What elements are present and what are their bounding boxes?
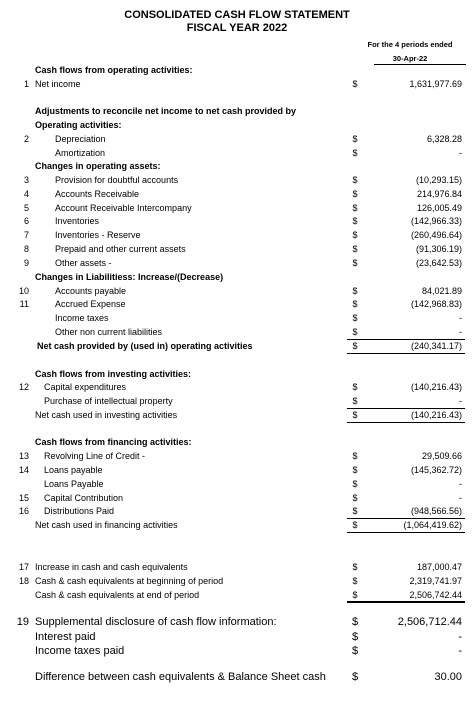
line-label: Cash flows from operating activities: xyxy=(35,65,193,75)
currency-symbol: $ xyxy=(352,189,358,199)
currency-symbol: $ xyxy=(352,286,358,296)
line-label: Net income xyxy=(35,79,81,89)
currency-symbol: $ xyxy=(352,313,358,323)
line-value: - xyxy=(458,645,462,657)
line-value: (948,566.56) xyxy=(410,506,462,516)
line-item-row xyxy=(0,645,474,660)
line-label: Accounts payable xyxy=(55,286,127,296)
line-label: Cash & cash equivalents at end of period xyxy=(35,590,200,600)
currency-symbol: $ xyxy=(352,451,358,461)
line-number: 6 xyxy=(23,216,29,226)
currency-symbol: $ xyxy=(352,590,358,600)
line-label: Accrued Expense xyxy=(55,299,126,309)
period-date: 30-Apr-22 xyxy=(392,54,428,63)
line-label: Increase in cash and cash equivalents xyxy=(35,562,188,572)
line-item-row xyxy=(0,616,474,631)
line-value: (23,642.53) xyxy=(415,258,462,268)
line-item-row xyxy=(0,203,474,216)
line-value: - xyxy=(458,631,462,643)
line-value: (145,362.72) xyxy=(410,465,462,475)
line-label: Net cash used in investing activities xyxy=(35,410,178,420)
currency-symbol: $ xyxy=(352,493,358,503)
line-label: Distributions Paid xyxy=(44,506,115,516)
line-number: 1 xyxy=(23,79,29,89)
line-value: - xyxy=(459,396,462,406)
line-item-row xyxy=(0,631,474,646)
line-label: Changes in operating assets: xyxy=(35,161,161,171)
total-rule-line xyxy=(347,602,465,603)
line-value: (140,216.43) xyxy=(410,410,462,420)
line-label: Provision for doubtful accounts xyxy=(55,175,179,185)
line-label: Cash & cash equivalents at beginning of period xyxy=(35,576,224,586)
line-label: Prepaid and other current assets xyxy=(55,244,186,254)
line-item-row xyxy=(0,148,474,161)
line-item-row xyxy=(0,299,474,312)
currency-symbol: $ xyxy=(352,175,358,185)
currency-symbol: $ xyxy=(352,148,358,158)
statement-subtitle: FISCAL YEAR 2022 xyxy=(186,22,288,34)
line-label: Net cash used in financing activities xyxy=(35,520,178,530)
line-label: Interest paid xyxy=(35,631,96,643)
currency-symbol: $ xyxy=(352,576,358,586)
line-value: 187,000.47 xyxy=(416,562,462,572)
line-number: 10 xyxy=(18,286,29,296)
total-rule-line xyxy=(347,532,465,533)
line-value: (91,306.19) xyxy=(415,244,462,254)
currency-symbol: $ xyxy=(352,465,358,475)
line-label: Loans payable xyxy=(44,465,103,475)
line-item-row xyxy=(0,134,474,147)
line-item-row xyxy=(0,382,474,395)
line-item-row xyxy=(0,175,474,188)
line-label: Capital expenditures xyxy=(44,382,127,392)
line-value: (142,966.33) xyxy=(410,216,462,226)
currency-symbol: $ xyxy=(352,79,358,89)
line-value: - xyxy=(459,148,462,158)
line-label: Cash flows from investing activities: xyxy=(35,369,192,379)
line-value: - xyxy=(459,327,462,337)
currency-symbol: $ xyxy=(352,327,358,337)
currency-symbol: $ xyxy=(352,203,358,213)
currency-symbol: $ xyxy=(352,216,358,226)
currency-symbol: $ xyxy=(351,671,359,683)
line-item-row xyxy=(0,451,474,464)
line-value: 2,506,742.44 xyxy=(409,590,462,600)
line-item-row xyxy=(0,79,474,92)
line-label: Revolving Line of Credit - xyxy=(44,451,146,461)
line-label: Income taxes paid xyxy=(35,645,125,657)
line-value: 126,005.49 xyxy=(416,203,462,213)
currency-symbol: $ xyxy=(352,244,358,254)
line-item-row xyxy=(0,465,474,478)
line-item-row xyxy=(0,313,474,326)
section-heading-row xyxy=(0,120,474,133)
line-value: - xyxy=(459,313,462,323)
line-number: 9 xyxy=(23,258,29,268)
line-value: 214,976.84 xyxy=(416,189,462,199)
currency-symbol: $ xyxy=(352,382,358,392)
line-label: Supplemental disclosure of cash flow information: xyxy=(35,616,277,628)
currency-symbol: $ xyxy=(352,506,358,516)
currency-symbol: $ xyxy=(352,341,358,351)
line-value: 1,631,977.69 xyxy=(409,79,462,89)
line-label: Other non current liabilities xyxy=(55,327,163,337)
line-label: Purchase of intellectual property xyxy=(44,396,173,406)
currency-symbol: $ xyxy=(351,645,359,657)
line-label: Income taxes xyxy=(55,313,109,323)
section-heading-row xyxy=(0,369,474,382)
line-label: Accounts Receivable xyxy=(55,189,140,199)
line-label: Operating activities: xyxy=(35,120,122,130)
line-value: (240,341.17) xyxy=(410,341,462,351)
line-item-row xyxy=(0,230,474,243)
currency-symbol: $ xyxy=(352,230,358,240)
period-label: For the 4 periods ended xyxy=(367,40,453,49)
line-item-row xyxy=(0,286,474,299)
line-value: 30.00 xyxy=(434,671,462,683)
total-rule-line xyxy=(347,408,465,409)
currency-symbol: $ xyxy=(352,396,358,406)
currency-symbol: $ xyxy=(352,520,358,530)
line-number: 4 xyxy=(23,189,29,199)
line-label: Cash flows from financing activities: xyxy=(35,437,192,447)
section-heading-row xyxy=(0,161,474,174)
line-number: 7 xyxy=(23,230,29,240)
section-heading-row xyxy=(0,437,474,450)
currency-symbol: $ xyxy=(352,479,358,489)
section-heading-row xyxy=(0,65,474,78)
currency-symbol: $ xyxy=(352,299,358,309)
line-label: Inventories xyxy=(55,216,100,226)
line-label: Changes in Liabilitiess: Increase/(Decrease) xyxy=(35,272,224,282)
line-value: 2,319,741.97 xyxy=(409,576,462,586)
line-item-row xyxy=(0,258,474,271)
line-item-row xyxy=(0,493,474,506)
line-item-row xyxy=(0,244,474,257)
total-rule-line xyxy=(347,339,465,340)
line-value: (1,064,419.62) xyxy=(403,520,462,530)
line-number: 18 xyxy=(18,576,29,586)
line-value: (260,496.64) xyxy=(410,230,462,240)
line-item-row xyxy=(0,576,474,589)
line-label: Inventories - Reserve xyxy=(55,230,141,240)
total-rule-line xyxy=(347,422,465,423)
line-value: 2,506,712.44 xyxy=(397,616,462,628)
line-value: - xyxy=(459,493,462,503)
line-number: 12 xyxy=(18,382,29,392)
currency-symbol: $ xyxy=(351,631,359,643)
line-item-row xyxy=(0,216,474,229)
line-number: 3 xyxy=(23,175,29,185)
line-number: 19 xyxy=(16,616,29,628)
section-heading-row xyxy=(0,106,474,119)
line-label: Difference between cash equivalents & Balance Sheet cash xyxy=(35,671,326,683)
line-label: Loans Payable xyxy=(44,479,104,489)
line-value: (10,293.15) xyxy=(415,175,462,185)
line-label: Net cash provided by (used in) operating activities xyxy=(37,341,253,351)
line-label: Amortization xyxy=(55,148,106,158)
line-value: 29,509.66 xyxy=(421,451,462,461)
line-number: 15 xyxy=(18,493,29,503)
line-item-row xyxy=(0,562,474,575)
currency-symbol: $ xyxy=(352,134,358,144)
line-number: 8 xyxy=(23,244,29,254)
line-item-row xyxy=(0,189,474,202)
line-label: Capital Contribution xyxy=(44,493,124,503)
line-number: 13 xyxy=(18,451,29,461)
line-number: 11 xyxy=(19,299,29,309)
line-label: Adjustments to reconcile net income to net cash provided by xyxy=(35,106,297,116)
currency-symbol: $ xyxy=(351,616,359,628)
line-label: Account Receivable Intercompany xyxy=(55,203,192,213)
line-number: 5 xyxy=(23,203,29,213)
total-rule-line xyxy=(347,353,465,354)
statement-title: CONSOLIDATED CASH FLOW STATEMENT xyxy=(124,9,350,21)
currency-symbol: $ xyxy=(352,410,358,420)
line-value: 84,021.89 xyxy=(421,286,462,296)
line-value: 6,328.28 xyxy=(426,134,462,144)
line-value: (140,216.43) xyxy=(410,382,462,392)
line-number: 2 xyxy=(23,134,29,144)
line-value: (142,968.83) xyxy=(410,299,462,309)
line-item-row xyxy=(0,479,474,492)
currency-symbol: $ xyxy=(352,258,358,268)
line-label: Other assets - xyxy=(55,258,112,268)
total-rule-line xyxy=(347,518,465,519)
line-number: 14 xyxy=(18,465,29,475)
line-label: Depreciation xyxy=(55,134,106,144)
line-number: 17 xyxy=(18,562,29,572)
line-value: - xyxy=(459,479,462,489)
section-heading-row xyxy=(0,272,474,285)
currency-symbol: $ xyxy=(352,562,358,572)
line-item-row xyxy=(0,671,474,686)
line-number: 16 xyxy=(18,506,29,516)
